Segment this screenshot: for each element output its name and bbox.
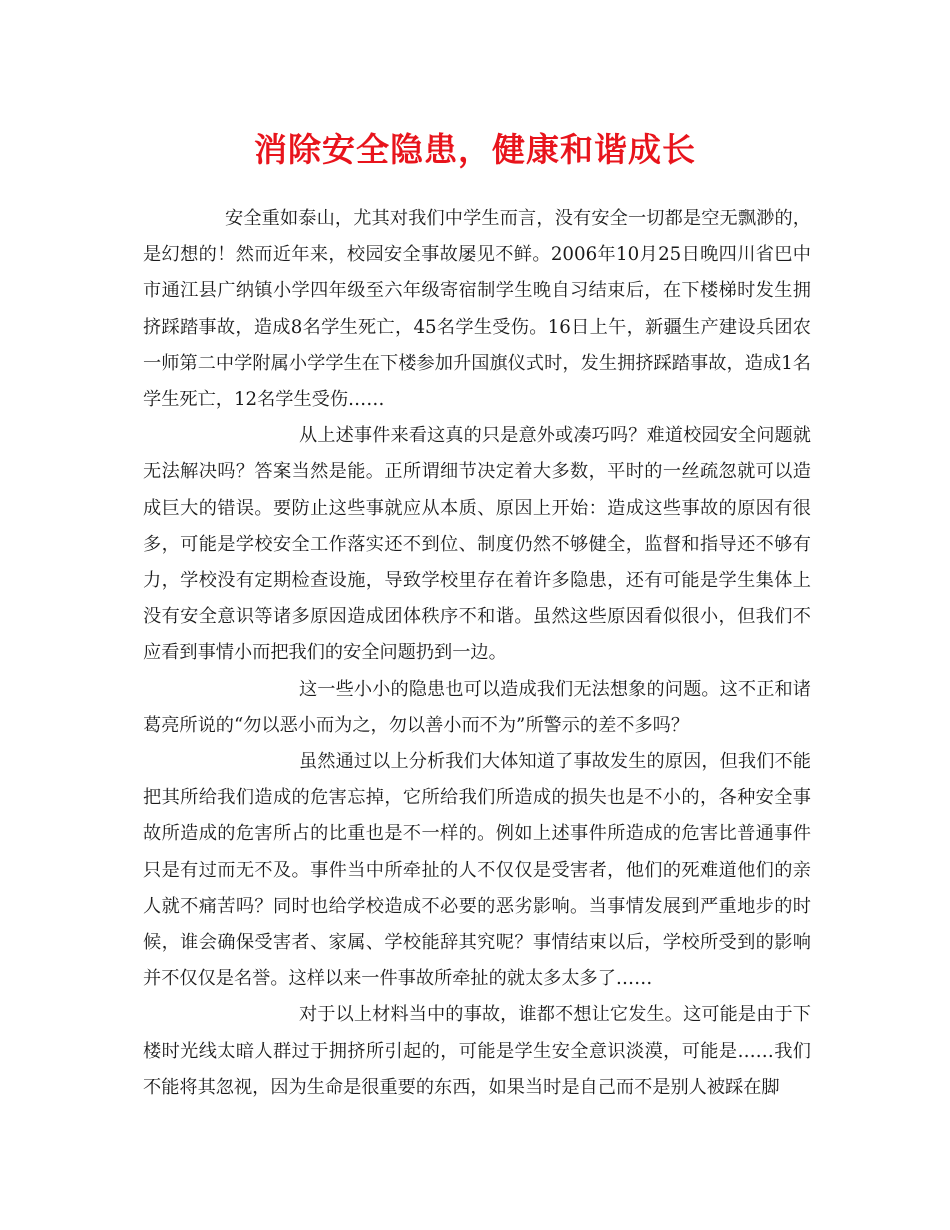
paragraph-3: 这一些小小的隐患也可以造成我们无法想象的问题。这不正和诸葛亮所说的“勿以恶小而为之，勿以善小而不为”所警示的差不多吗？ [143, 678, 811, 736]
paragraph-2: 从上述事件来看这真的只是意外或凑巧吗？难道校园安全问题就无法解决吗？答案当然是能。正所谓细节决定着大多数，平时的一丝疏忽就可以造成巨大的错误。要防止这些事就应从本质、原因上开始：造成这些事故的原因有很多，可能是学校安全工作落实还不到位、制度仍然不够健全，监督和指导还不够有力，学校没有定期检查设施，导致学校里存在着许多隐患，还有可能是学生集体上没有安全意识等诸多原因造成团体秩序不和谐。虽然这些原因看似很小，但我们不应看到事情小而把我们的安全问题扔到一边。 [143, 425, 811, 664]
paragraph-5: 对于以上材料当中的事故，谁都不想让它发生。这可能是由于下楼时光线太暗人群过于拥挤所引起的，可能是学生安全意识淡漠，可能是……我们不能将其忽视，因为生命是很重要的东西，如果当时是自己而不是别人被踩在脚 [143, 1004, 811, 1098]
paragraph-1: 安全重如泰山，尤其对我们中学生而言，没有安全一切都是空无飘渺的，是幻想的！然而近年来，校园安全事故屡见不鲜。2006年10月25日晚四川省巴中市通江县广纳镇小学四年级至六年级寄宿制学生晚自习结束后，在下楼梯时发生拥挤踩踏事故，造成8名学生死亡，45名学生受伤。16日上午，新疆生产建设兵团农一师第二中学附属小学学生在下楼参加升国旗仪式时，发生拥挤踩踏事故，造成1名学生死亡，12名学生受伤…… [143, 208, 811, 411]
paragraph-4: 虽然通过以上分析我们大体知道了事故发生的原因，但我们不能把其所给我们造成的危害忘掉，它所给我们所造成的损失也是不小的，各种安全事故所造成的危害所占的比重也是不一样的。例如上述事件所造成的危害比普通事件只是有过而无不及。事件当中所牵扯的人不仅仅是受害者，他们的死难道他们的亲人就不痛苦吗？同时也给学校造成不必要的恶劣影响。当事情发展到严重地步的时候，谁会确保受害者、家属、学校能辞其究呢？事情结束以后，学校所受到的影响并不仅仅是名誉。这样以来一件事故所牵扯的就太多太多了…… [143, 751, 811, 990]
document-title: 消除安全隐患，健康和谐成长 [254, 130, 696, 169]
document-body [143, 201, 811, 1106]
